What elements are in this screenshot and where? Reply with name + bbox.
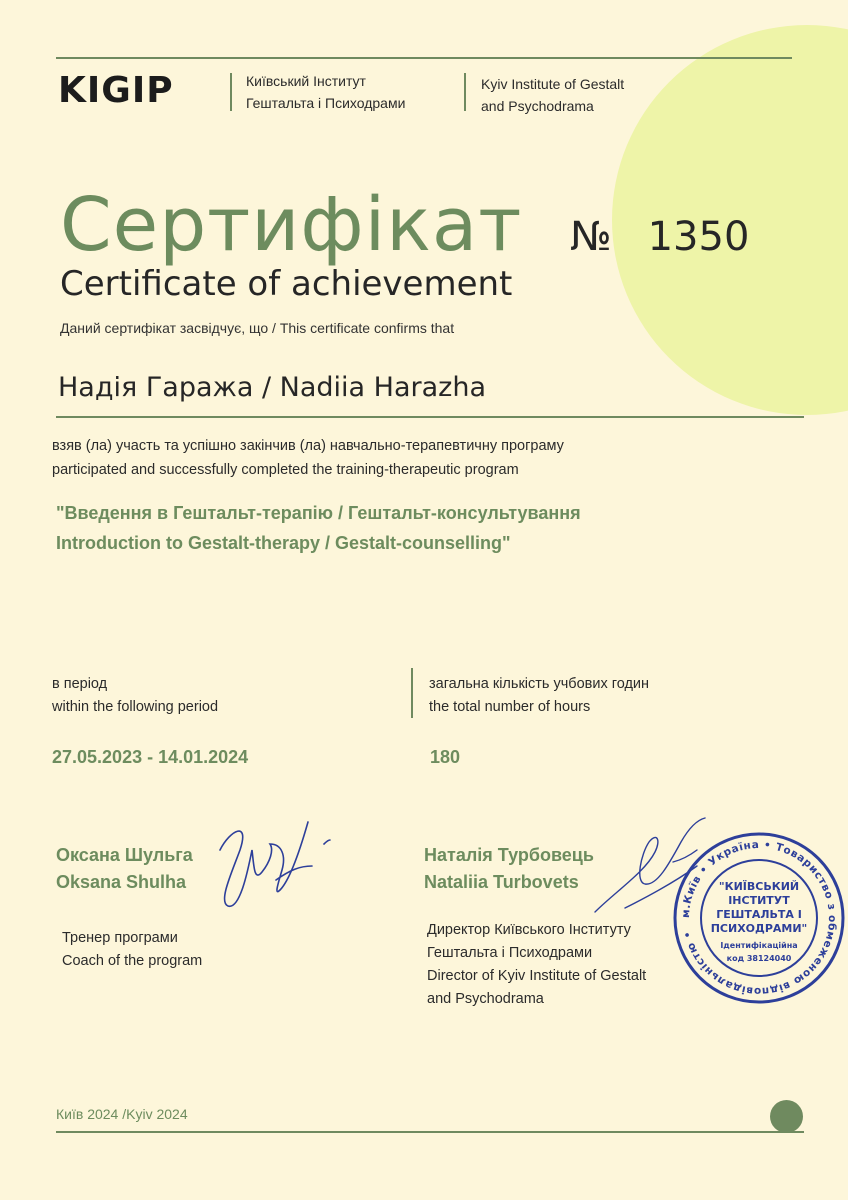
svg-text:м.Київ • Україна • Товариство: м.Київ • Україна • Товариство з обмеженою відповідальністю • — [679, 838, 839, 998]
period-label: в період within the following period — [52, 676, 219, 715]
number-value: 1350 — [647, 214, 750, 260]
svg-text:"КИЇВСЬКИЙ: "КИЇВСЬКИЙ — [718, 880, 800, 893]
signer-right-name: Наталія Турбовець Nataliia Turbovets — [424, 845, 594, 892]
signature-left-icon — [190, 810, 340, 930]
svg-text:Ідентифікаційна: Ідентифікаційна — [720, 941, 798, 950]
recipient-name: Надія Гаража / Nadiia Harazha — [58, 372, 487, 403]
confirms-text: Даний сертифікат засвідчує, що / This certificate confirms that — [60, 320, 455, 336]
svg-text:ПСИХОДРАМИ": ПСИХОДРАМИ" — [710, 922, 808, 935]
participation-text: взяв (ла) участь та успішно закінчив (ла) навчально-терапевтичну програму participated and successfully completed the training-therapeutic program — [52, 438, 564, 478]
header-separator-1 — [230, 73, 232, 111]
certificate-title-ua: Сертифікат — [60, 182, 523, 268]
name-underline — [56, 416, 804, 418]
svg-text:код 38124040: код 38124040 — [726, 954, 792, 963]
certificate-title-en: Certificate of achievement — [60, 264, 513, 304]
institute-name-en: Kyiv Institute of Gestalt and Psychodrama — [481, 76, 625, 114]
kigip-logo: KIGIP — [58, 70, 174, 111]
svg-text:ІНСТИТУТ: ІНСТИТУТ — [728, 894, 790, 907]
header-separator-2 — [464, 73, 466, 111]
top-divider — [56, 57, 792, 59]
institute-name-ua: Київський Інститут Гештальта і Психодрами — [246, 73, 406, 111]
program-title: "Введення в Гештальт-терапію / Гештальт-консультування Introduction to Gestalt-therapy / Gestalt-counselling" — [56, 503, 581, 553]
hours-label: загальна кількість учбових годин the total number of hours — [429, 676, 650, 715]
period-value: 27.05.2023 - 14.01.2024 — [52, 747, 249, 767]
footer-dot — [770, 1100, 803, 1133]
footer-place-year: Київ 2024 /Kyiv 2024 — [56, 1106, 188, 1122]
bottom-divider — [56, 1131, 804, 1133]
svg-text:ГЕШТАЛЬТА І: ГЕШТАЛЬТА І — [716, 908, 802, 921]
number-sign: № — [570, 214, 612, 260]
certificate-number — [570, 214, 749, 260]
signer-left-role: Тренер програми Coach of the program — [62, 930, 203, 969]
signer-left-name: Оксана Шульга Oksana Shulha — [56, 845, 193, 892]
hours-value: 180 — [430, 747, 461, 767]
signer-right-role: Директор Київського Інституту Гештальта і Психодрами Director of Kyiv Institute of Gestalt and Psychodrama — [427, 922, 647, 1007]
period-hours-separator — [411, 668, 413, 718]
institute-stamp-icon — [670, 822, 848, 1014]
